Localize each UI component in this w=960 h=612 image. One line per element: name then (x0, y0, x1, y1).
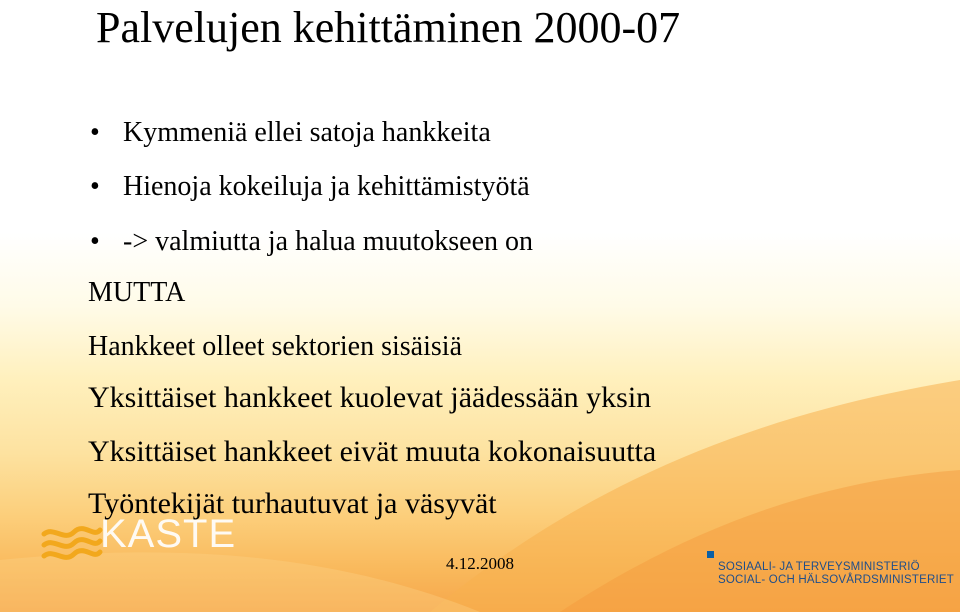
slide-title: Palvelujen kehittäminen 2000-07 (96, 3, 681, 52)
bullet-text: -> valmiutta ja halua muutokseen on (123, 226, 534, 257)
ministry-logo-mark-icon (707, 551, 714, 558)
text-line: Hankkeet olleet sektorien sisäisiä (88, 331, 462, 362)
bullet-dot: • (90, 117, 100, 148)
bullet-dot: • (90, 226, 100, 257)
bullet-dot: • (90, 171, 100, 202)
kaste-logo-text: KASTE (100, 512, 237, 556)
text-line: MUTTA (88, 277, 186, 308)
footer-date: 4.12.2008 (446, 554, 514, 573)
ministry-name-finnish: SOSIAALI- JA TERVEYSMINISTERIÖ (718, 561, 920, 573)
text-line: Työntekijät turhautuvat ja väsyvät (88, 487, 497, 520)
text-line: Yksittäiset hankkeet eivät muuta kokonaisuutta (88, 435, 657, 468)
ministry-name-swedish: SOCIAL- OCH HÄLSOVÅRDSMINISTERIET (718, 574, 954, 586)
bullet-text: Kymmeniä ellei satoja hankkeita (123, 117, 491, 148)
text-line: Yksittäiset hankkeet kuolevat jäädessään yksin (88, 381, 652, 414)
bullet-text: Hienoja kokeiluja ja kehittämistyötä (123, 171, 530, 202)
